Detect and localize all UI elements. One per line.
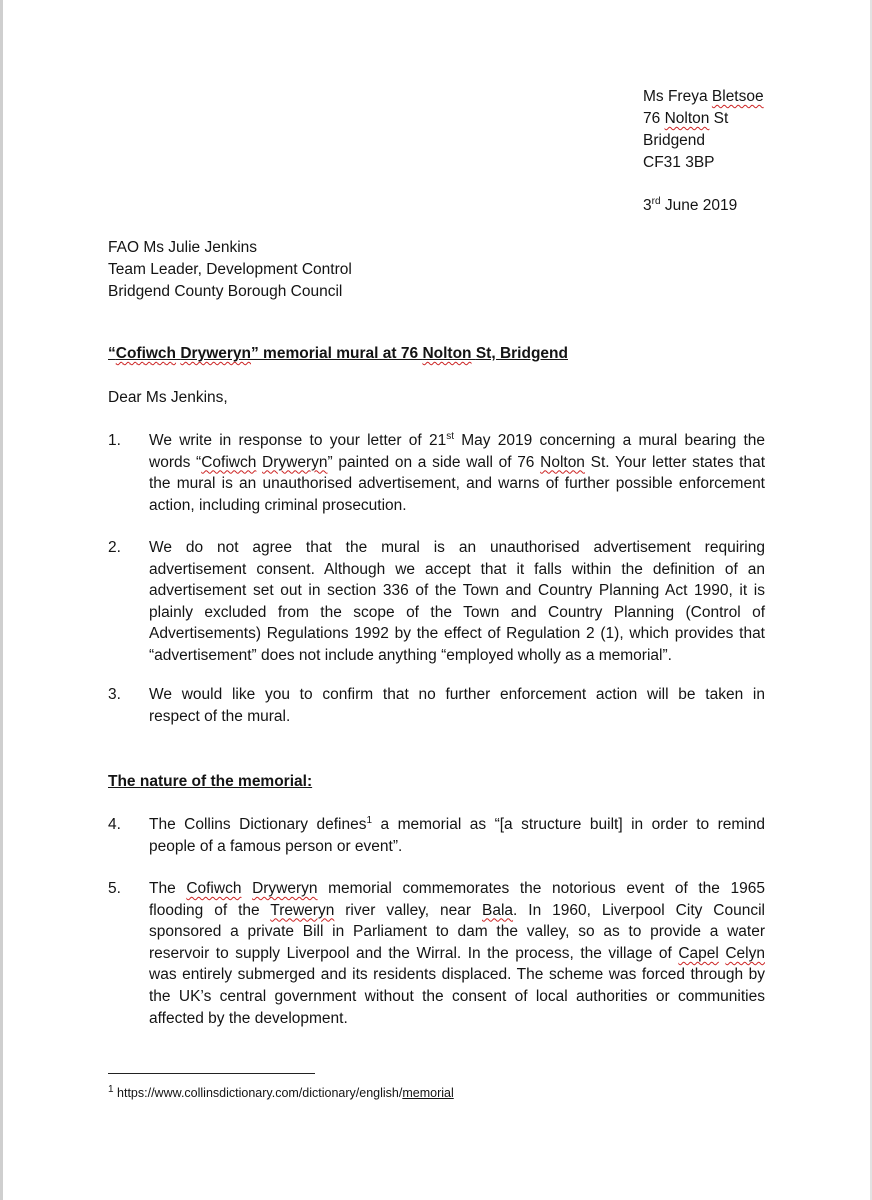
spellcheck-word: Celyn <box>725 944 765 962</box>
recipient-line-1: FAO Ms Julie Jenkins <box>108 239 258 256</box>
recipient-line-3: Bridgend County Borough Council <box>108 283 343 300</box>
subject-line: “Cofiwch Dryweryn” memorial mural at 76 Nolton St, Bridgend <box>108 345 568 362</box>
paragraph-text: We do not agree that the mural is an unauthorised advertisement requiring advertisement consent. Although we accept that it falls within the definition of an advertisement set out in section 336 of the Town and Country Planning Act 1990, it is plainly excluded from the scope of the Town and Country Planning (Control of Advertisements) Regulations 1992 by the effect of Regulation 2 (1), which provides that “advertisement” does not include anything “employed wholly as a memorial”. <box>149 539 765 664</box>
footnote-separator <box>108 1073 315 1074</box>
paragraph-number: 2. <box>108 539 121 556</box>
recipient-line-2: Team Leader, Development Control <box>108 261 352 278</box>
paragraph-text: We write in response to your letter of 21st May 2019 concerning a mural bearing the words “Cofiwch Dryweryn” painted on a side wall of 76 Nolton St. Your letter states that the mural is an unauthorised advertisement, and warns of further possible enforcement action, including criminal prosecution. <box>149 430 765 514</box>
footnote-reference[interactable]: 1 <box>366 814 373 826</box>
paragraph-number: 3. <box>108 686 121 703</box>
paragraph-number: 5. <box>108 880 121 897</box>
spellcheck-word: Nolton <box>664 110 710 127</box>
spellcheck-word: Cofiwch <box>115 345 177 362</box>
sender-name: Ms Freya Bletsoe <box>643 88 764 105</box>
recipient-address <box>108 237 352 303</box>
footnote: $^1$ https://www.collinsdictionary.com/dictionary/english/memorial <box>108 1083 454 1100</box>
spellcheck-word: Dryweryn <box>180 345 251 362</box>
paragraph-text: The Cofiwch Dryweryn memorial commemorates the notorious event of the 1965 flooding of the Treweryn river valley, near Bala. In 1960, Liverpool City Council sponsored a private Bill in Parliament to dam the valley, so as to provide a water reservoir to supply Liverpool and the Wirral. In the process, the village of Capel Celyn was entirely submerged and its residents displaced. The scheme was forced through by the UK’s central government without the consent of local authorities or communities affected by the development. <box>149 880 766 1027</box>
spellcheck-word: Dryweryn <box>262 453 328 471</box>
paragraph-number: 1. <box>108 432 121 449</box>
spellcheck-word: Dryweryn <box>252 880 318 897</box>
sender-address <box>643 86 764 174</box>
spellcheck-word: Bletsoe <box>711 88 764 105</box>
salutation: Dear Ms Jenkins, <box>108 389 228 406</box>
paragraph-number: 4. <box>108 816 121 833</box>
spellcheck-word: Cofiwch <box>186 880 242 897</box>
spellcheck-word: Capel <box>678 944 719 962</box>
spellcheck-word: Bala <box>482 901 514 919</box>
sender-town: Bridgend <box>643 132 706 149</box>
sender-postcode: CF31 3BP <box>643 154 715 171</box>
footnote-marker: 1 <box>108 1083 114 1095</box>
paragraph-text: We would like you to confirm that no further enforcement action will be taken in respect of the mural. <box>149 686 765 725</box>
spellcheck-word: Cofiwch <box>201 453 257 471</box>
spellcheck-word: Nolton <box>422 345 472 362</box>
spellcheck-word: Treweryn <box>270 901 335 919</box>
spellcheck-word: Nolton <box>540 453 585 471</box>
section-heading: The nature of the memorial: <box>108 773 313 790</box>
sender-street: 76 Nolton St <box>643 110 729 127</box>
footnote-link[interactable]: memorial <box>402 1086 454 1100</box>
paragraph-text: The Collins Dictionary defines$^1$ a memorial as “[a structure built] in order to remind people of a famous person or event”. <box>149 814 765 855</box>
letter-date: 3rd June 2019 <box>643 195 738 214</box>
page-edge-left <box>0 0 3 1200</box>
